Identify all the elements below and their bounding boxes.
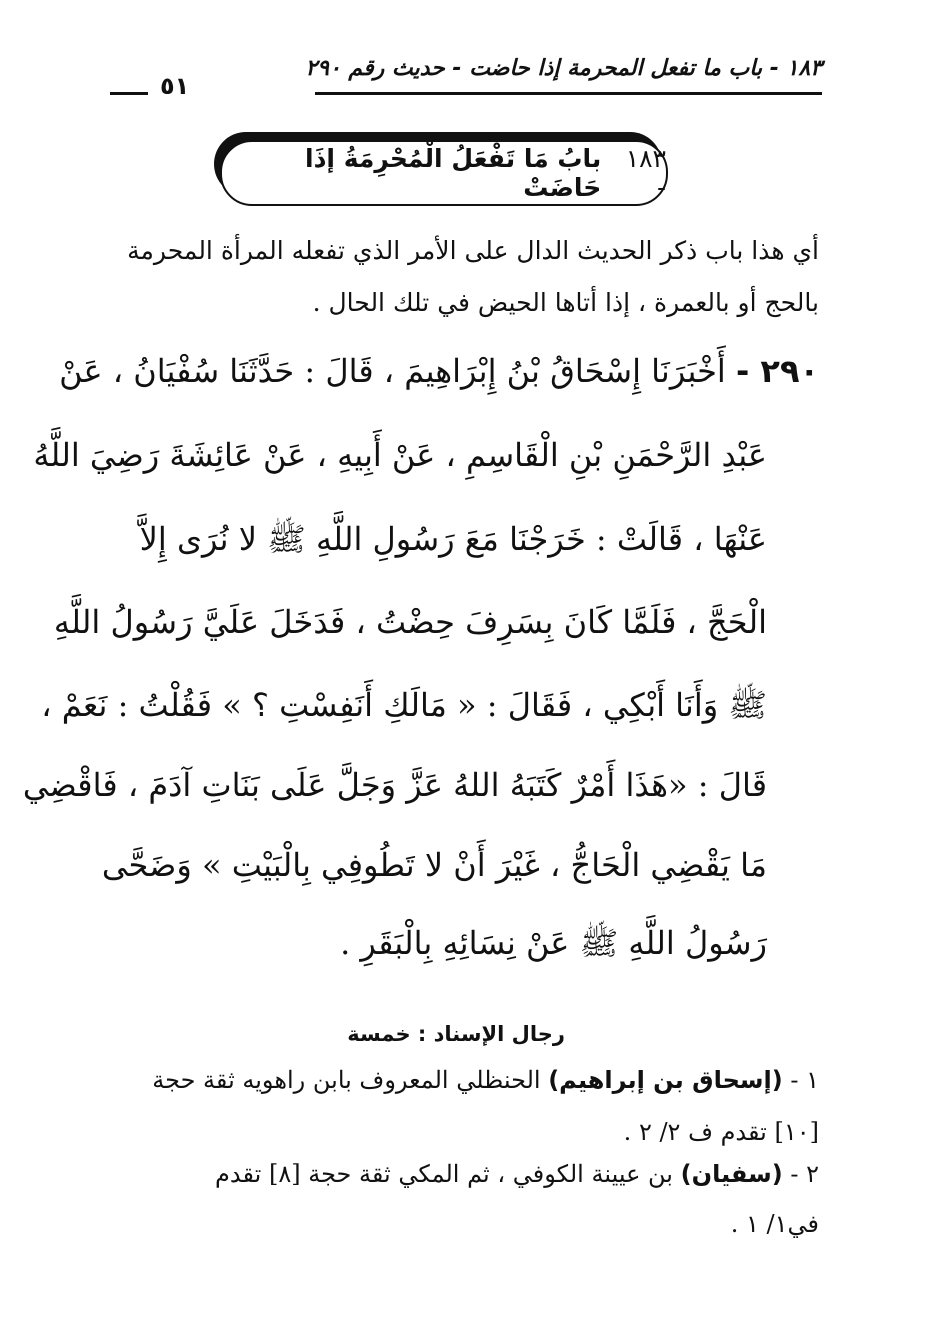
narrator-1-line-2: [١٠] تقدم ف ٢/ ٢ . xyxy=(623,1118,819,1146)
chapter-title-frame xyxy=(220,136,668,206)
chapter-title-text: بابُ مَا تَفْعَلُ الْمُحْرِمَةُ إذَا حَاضَتْ xyxy=(305,144,602,202)
narrator-description: بن عيينة الكوفي ، ثم المكي ثقة حجة [٨] تقدم xyxy=(215,1160,673,1188)
narrator-1-line-1 xyxy=(152,1066,819,1094)
hadith-text: أَخْبَرَنَا إِسْحَاقُ بْنُ إِبْرَاهِيمَ ، قَالَ : حَدَّثَنَا سُفْيَانُ ، عَنْ xyxy=(59,352,726,390)
narrator-2-line-2: في١/ ١ . xyxy=(730,1210,819,1238)
narrators-heading: رجال الإسناد : خمسة xyxy=(347,1022,565,1046)
chapter-title xyxy=(220,140,668,206)
hadith-line-5: ﷺ وَأَنَا أَبْكِي ، فَقَالَ : « مَالَكِ أَنَفِسْتِ ؟ » فَقُلْتُ : نَعَمْ ، xyxy=(41,686,767,724)
chapter-number: ١٨٣ - xyxy=(625,144,666,202)
intro-paragraph xyxy=(127,225,819,329)
hadith-line-8: رَسُولُ اللَّهِ ﷺ عَنْ نِسَائِهِ بِالْبَقَرِ . xyxy=(340,924,767,962)
hadith-line-1 xyxy=(59,352,819,390)
page-number: ٥١ xyxy=(160,72,190,100)
hadith-line-3: عَنْهَا ، قَالَتْ : خَرَجْنَا مَعَ رَسُولِ اللَّهِ ﷺ لا نُرَى إِلاَّ xyxy=(139,520,767,558)
narrator-number: ١ - xyxy=(790,1066,819,1094)
hadith-line-2: عَبْدِ الرَّحْمَنِ بْنِ الْقَاسِمِ ، عَنْ أَبِيهِ ، عَنْ عَائِشَةَ رَضِيَ اللَّهُ xyxy=(33,436,767,474)
narrator-description: الحنظلي المعروف بابن راهويه ثقة حجة xyxy=(152,1066,541,1094)
narrator-2-line-1 xyxy=(215,1160,819,1188)
hadith-line-4: الْحَجَّ ، فَلَمَّا كَانَ بِسَرِفَ حِضْتُ ، فَدَخَلَ عَلَيَّ رَسُولُ اللَّهِ xyxy=(53,603,767,641)
intro-line: أي هذا باب ذكر الحديث الدال على الأمر الذي تفعله المرأة المحرمة xyxy=(127,236,819,265)
intro-line: بالحج أو بالعمرة ، إذا أتاها الحيض في تلك الحال . xyxy=(312,288,819,317)
hadith-number: ٢٩٠ - xyxy=(735,352,819,390)
running-header xyxy=(110,56,822,100)
narrator-name: (سفيان) xyxy=(680,1160,783,1188)
running-header-title: ١٨٣ - باب ما تفعل المحرمة إذا حاضت - حديث رقم ٢٩٠ xyxy=(305,56,822,81)
hadith-line-6: قَالَ : «هَذَا أَمْرٌ كَتَبَهُ اللهُ عَزَّ وَجَلَّ عَلَى بَنَاتِ آدَمَ ، فَاقْضِي xyxy=(22,766,767,804)
page-number-rule xyxy=(110,92,148,95)
narrator-name: (إسحاق بن إبراهيم) xyxy=(548,1066,783,1094)
narrator-number: ٢ - xyxy=(790,1160,819,1188)
hadith-line-7: مَا يَقْضِي الْحَاجُّ ، غَيْرَ أَنْ لا تَطُوفِي بِالْبَيْتِ » وَضَحَّى xyxy=(101,846,767,884)
header-rule xyxy=(315,92,822,95)
